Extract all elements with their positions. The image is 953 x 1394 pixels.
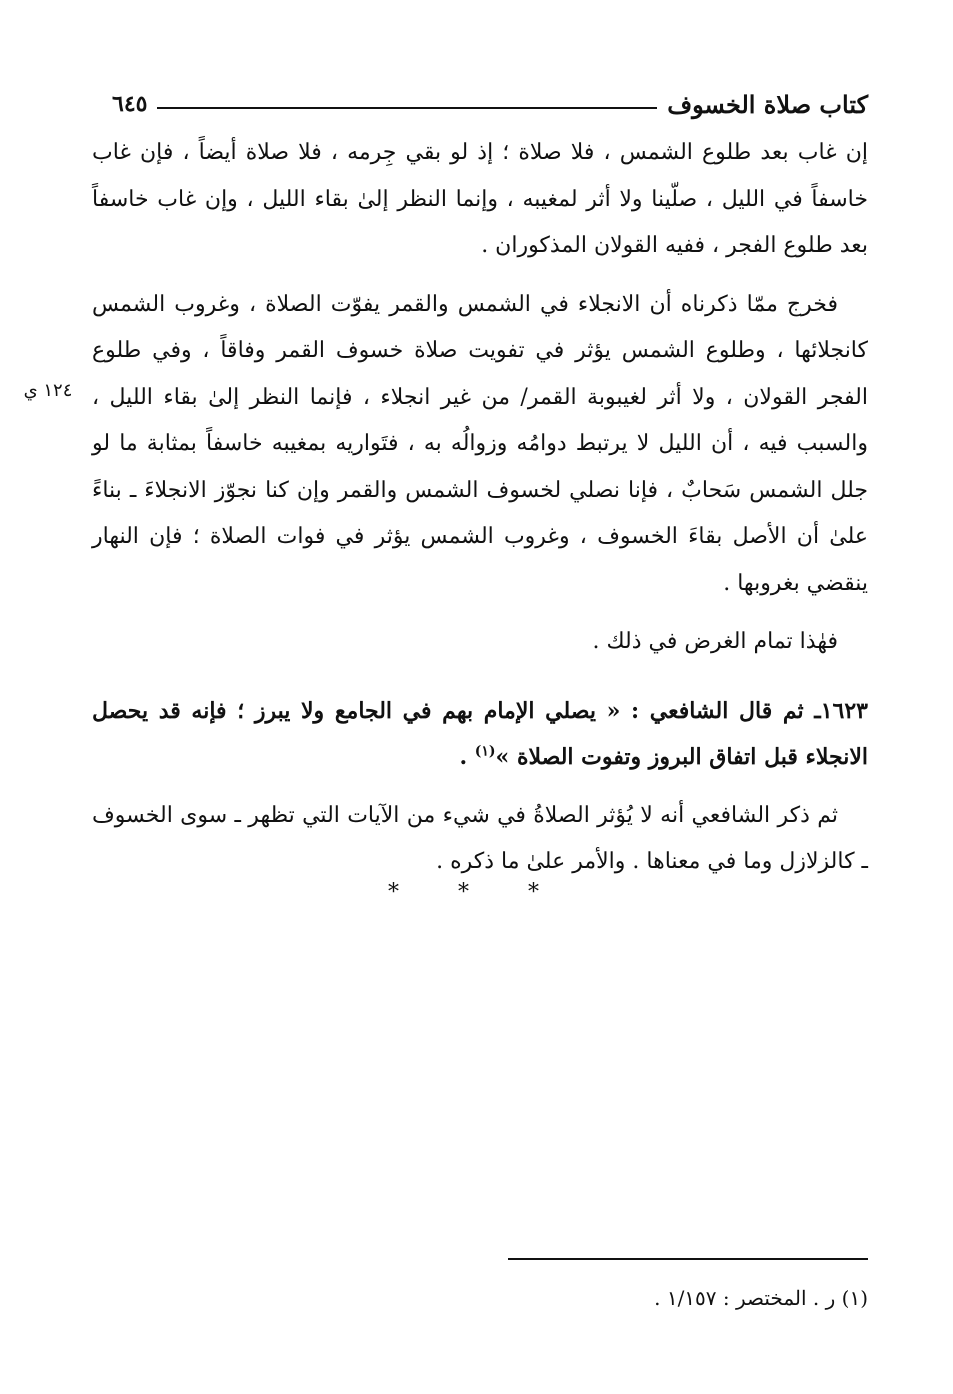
footnote-rule bbox=[508, 1258, 868, 1260]
section-separator: * * * bbox=[388, 880, 565, 905]
paragraph: فهٰذا تمام الغرض في ذلك . bbox=[592, 629, 838, 654]
footnote: (١) ر . المختصر : ١/١٥٧ . bbox=[654, 1286, 868, 1310]
page-number: ٦٤٥ bbox=[112, 91, 148, 117]
section-end: . bbox=[459, 744, 475, 770]
section-text: ١٦٢٣ـ ثم قال الشافعي : « يصلي الإمام بهم في الجامع ولا يبرز ؛ فإنه قد يحصل الانجلاء قبل اتفاق البروز وتفوت الصلاة » bbox=[92, 697, 868, 770]
section-paragraph bbox=[92, 688, 868, 781]
paragraph: إن غاب بعد طلوع الشمس ، فلا صلاة ؛ إذ لو بقي جِرمه ، فلا صلاة أيضاً ، فإن غاب خاسفاً في الليل ، صلّينا ولا أثر لمغيبه ، وإنما النظر إلىٰ بقاء الليل ، وإن غاب خاسفاً بعد طلوع الفجر ، ففيه القولان المذكوران . bbox=[92, 140, 868, 258]
paragraph: ثم ذكر الشافعي أنه لا يُؤثر الصلاةُ في شيء من الآيات التي تظهر ـ سوى الخسوف ـ كالزلازل وما في معناها . والأمر علىٰ ما ذكره . bbox=[92, 802, 868, 874]
header-rule bbox=[157, 107, 657, 109]
paragraph: فخرج ممّا ذكرناه أن الانجلاء في الشمس والقمر يفوّت الصلاة ، وغروب الشمس كانجلائها ، وطلوع الشمس يؤثر في تفويت صلاة خسوف القمر وفاقاً ، وفي طلوع الفجر القولان ، ولا أثر لغيبوبة القمر/ من غير انجلاء ، فإنما النظر إلىٰ بقاء الليل ، والسبب فيه ، أن الليل لا يرتبط دوامُه وزوالُه به ، فتَواريه بمغيبه خاسفاً بمثابة ما لو جلل الشمس سَحابٌ ، فإنا نصلي لخسوف الشمس والقمر وإن كنا نجوّز الانجلاءَ ـ بناءً علىٰ أن الأصل بقاءَ الخسوف ، وغروب الشمس يؤثر في فوات الصلاة ؛ فإن النهار ينقضي بغروبها . bbox=[92, 291, 868, 596]
page-header bbox=[112, 84, 868, 124]
footnote-reference: (١) bbox=[474, 743, 496, 760]
main-text bbox=[92, 130, 868, 886]
margin-note: ١٢٤ ي bbox=[23, 380, 73, 401]
running-title: كتاب صلاة الخسوف bbox=[667, 89, 868, 119]
